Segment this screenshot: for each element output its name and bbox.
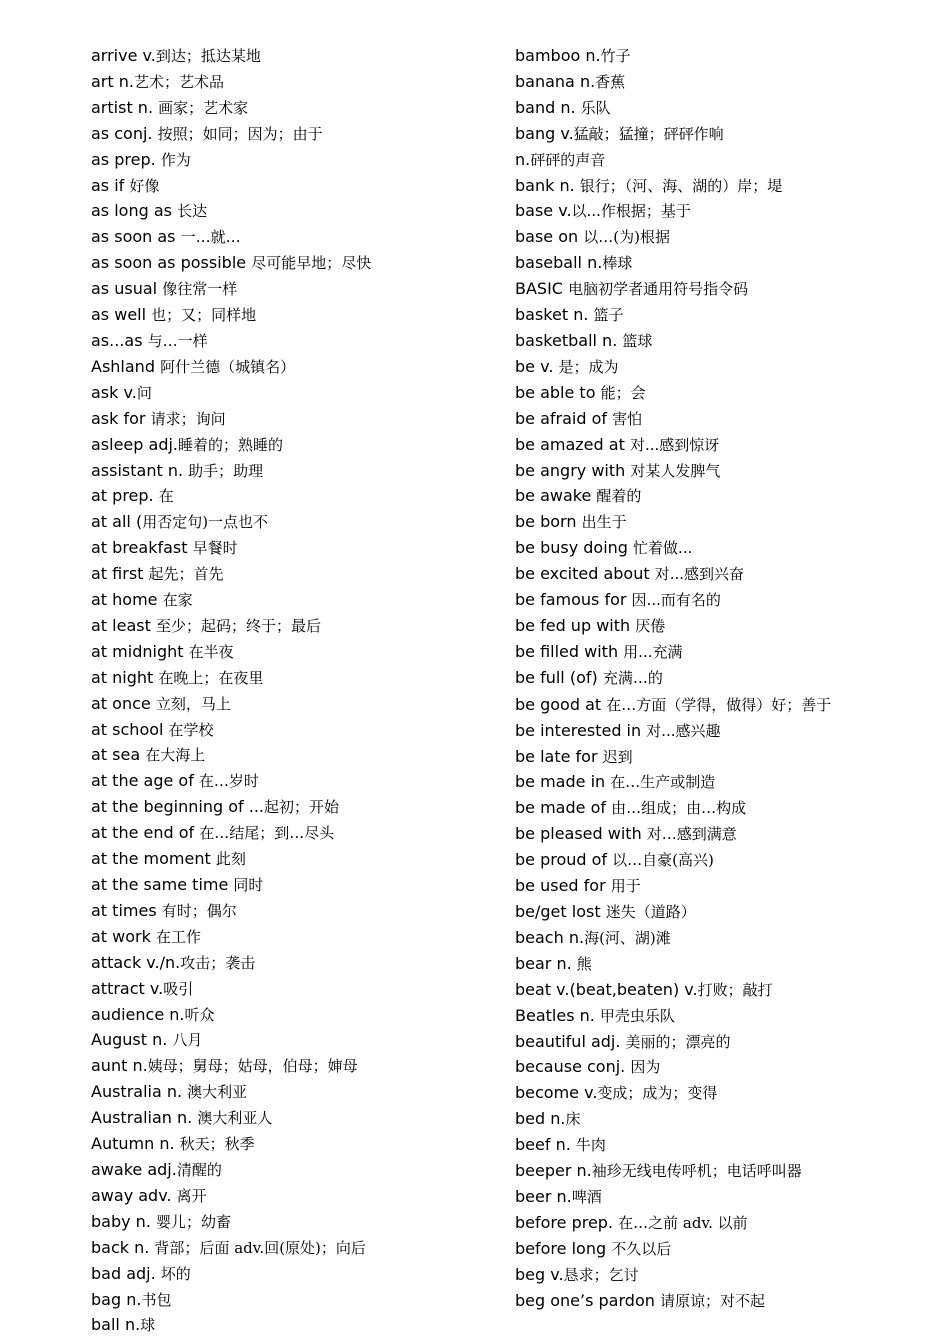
entry-definition: 甲壳虫乐队 (599, 1006, 675, 1025)
entry-definition: 助手；助理 (188, 461, 264, 480)
entry-definition: 在晚上；在夜里 (158, 668, 264, 687)
entry-term: ask v. (91, 382, 137, 402)
vocab-entry (91, 1158, 501, 1184)
entry-definition: 在半夜 (188, 642, 234, 661)
entry-definition: 牛肉 (575, 1136, 606, 1155)
vocab-entry (91, 795, 501, 821)
vocab-entry (91, 614, 501, 640)
entry-term: beer n. (515, 1186, 572, 1206)
vocab-entry (515, 1107, 845, 1133)
entry-term: be amazed at (515, 434, 630, 454)
entry-definition: 以...作根据；基于 (571, 202, 691, 221)
entry-term: basketball n. (515, 330, 623, 350)
vocab-entry (515, 1289, 845, 1315)
entry-definition: 能；会 (600, 383, 646, 402)
entry-definition: 出生于 (581, 513, 627, 532)
entry-definition: 澳大利亚 (187, 1083, 248, 1102)
entry-term: bear n. (515, 953, 577, 973)
vocab-entry (91, 381, 501, 407)
vocab-entry (515, 1081, 845, 1107)
entry-term: at breakfast (91, 538, 193, 558)
vocab-entry (515, 614, 845, 640)
vocab-entry (515, 1159, 845, 1185)
entry-term: at times (91, 900, 162, 920)
entry-definition: 乐队 (580, 98, 611, 117)
right-column (515, 44, 845, 1315)
entry-definition: 厌倦 (635, 616, 666, 635)
entry-term: be full (of) (515, 667, 603, 687)
entry-definition: 在…方面（学得，做得）好；善于 (606, 695, 832, 714)
vocab-entry (515, 96, 845, 122)
entry-term: bag n. (91, 1289, 142, 1309)
vocab-entry (91, 433, 501, 459)
vocab-entry (515, 822, 845, 848)
entry-definition: 起初；开始 (263, 798, 339, 817)
vocab-entry (91, 640, 501, 666)
entry-term: away adv. (91, 1185, 177, 1205)
entry-definition: 香蕉 (595, 72, 626, 91)
entry-definition: 在大海上 (145, 746, 206, 765)
vocab-entry (515, 251, 845, 277)
vocab-entry (515, 303, 845, 329)
vocab-entry (91, 329, 501, 355)
vocab-entry (515, 1133, 845, 1159)
entry-term: n. (515, 149, 531, 169)
entry-term: at first (91, 564, 149, 584)
entry-term: at the age of (91, 771, 199, 791)
vocab-entry (91, 459, 501, 485)
entry-term: be able to (515, 382, 601, 402)
vocab-entry (515, 329, 845, 355)
entry-definition: 吸引 (163, 979, 194, 998)
entry-term: at all ( (91, 512, 143, 532)
entry-term: Autumn n. (91, 1134, 180, 1154)
vocab-entry (515, 459, 845, 485)
entry-term: at home (91, 590, 163, 610)
entry-term: be famous for (515, 590, 632, 610)
entry-definition: 银行；（河、海、湖的）岸；堤 (579, 176, 783, 195)
entry-term: ask for (91, 408, 151, 428)
entry-term: be made in (515, 772, 611, 792)
entry-definition: 好像 (129, 176, 160, 195)
entry-term: basket n. (515, 305, 594, 325)
entry-definition: 篮球 (622, 331, 653, 350)
vocab-entry (91, 484, 501, 510)
entry-definition: 是；成为 (558, 357, 619, 376)
entry-definition: 对某人发脾气 (630, 461, 721, 480)
entry-term: back n. (91, 1237, 155, 1257)
entry-definition: 到达；抵达某地 (155, 47, 261, 65)
vocab-entry (515, 199, 845, 225)
vocab-entry (91, 122, 501, 148)
vocab-entry (515, 900, 845, 926)
entry-definition: 打败；敲打 (697, 980, 773, 999)
vocab-entry (515, 122, 845, 148)
entry-definition: 秋天；秋季 (179, 1135, 255, 1154)
vocab-entry (515, 510, 845, 536)
entry-term: baseball n. (515, 253, 603, 273)
entry-term: be/get lost (515, 902, 606, 921)
vocab-entry (91, 769, 501, 795)
entry-definition: 姨母；舅母；姑母，伯母；婶母 (147, 1057, 358, 1076)
vocab-entry (515, 381, 845, 407)
entry-term: base on (515, 227, 584, 247)
entry-term: be angry with (515, 460, 631, 480)
entry-term: be awake (515, 486, 597, 506)
entry-term: beg one’s pardon (515, 1290, 660, 1310)
vocab-entry (515, 719, 845, 745)
entry-term: be fed up with (515, 615, 636, 635)
entry-term: beeper n. (515, 1161, 592, 1181)
entry-term: before prep. (515, 1212, 619, 1232)
vocab-entry (515, 44, 845, 70)
vocab-entry (91, 44, 501, 70)
vocab-entry (515, 1237, 845, 1263)
vocab-entry (515, 433, 845, 459)
entry-definition: 因为 (630, 1058, 661, 1077)
entry-definition: 书包 (141, 1290, 172, 1309)
entry-definition: 尽可能早地；尽快 (251, 254, 372, 273)
left-column (91, 44, 501, 1339)
vocab-entry (91, 899, 501, 925)
entry-definition: 用于 (610, 877, 641, 896)
vocab-entry (91, 847, 501, 873)
entry-definition: 像往常一样 (162, 280, 238, 299)
entry-term: as soon as possible (91, 253, 252, 273)
entry-term: beat v.(beat,beaten) v. (515, 979, 698, 999)
entry-definition: 问 (136, 383, 152, 402)
entry-term: art n. (91, 71, 134, 91)
vocab-entry (91, 510, 501, 536)
entry-term: be late for (515, 746, 603, 766)
entry-definition: 睡着的；熟睡的 (178, 435, 284, 454)
entry-definition: 在…岁时 (198, 772, 259, 791)
entry-term: be used for (515, 876, 611, 896)
entry-definition: 清醒的 (176, 1160, 222, 1179)
entry-definition: 有时；偶尔 (161, 901, 237, 920)
entry-term: at midnight (91, 641, 189, 661)
entry-definition: 恳求；乞讨 (563, 1265, 639, 1284)
entry-definition: 因...而有名的 (631, 591, 721, 610)
entry-term: attract v. (91, 978, 164, 998)
entry-term: as usual (91, 279, 163, 299)
entry-definition: 艺术；艺术品 (133, 72, 224, 91)
entry-definition: 球 (140, 1316, 156, 1335)
vocab-entry (515, 148, 845, 174)
entry-definition: 同时 (233, 876, 264, 894)
entry-definition: 醒着的 (596, 487, 642, 506)
vocab-entry (91, 1106, 501, 1132)
entry-term: as...as (91, 330, 148, 350)
entry-term: ball n. (91, 1315, 141, 1335)
vocab-entry (515, 588, 845, 614)
entry-definition: 阿什兰德（城镇名） (160, 357, 296, 376)
entry-term: be pleased with (515, 824, 647, 844)
entry-term: audience n. (91, 1004, 185, 1024)
entry-term: asleep adj. (91, 434, 179, 454)
vocab-entry (515, 1211, 845, 1237)
entry-definition: 在…结尾；到…尽头 (199, 824, 335, 843)
entry-term: bank n. (515, 175, 580, 195)
vocab-entry (91, 743, 501, 769)
vocab-entry (91, 225, 501, 251)
vocab-entry (91, 1262, 501, 1288)
entry-definition: 袖珍无线电传呼机；电话呼叫器 (591, 1162, 802, 1181)
entry-term: bamboo n. (515, 46, 601, 65)
entry-term: at the moment (91, 849, 216, 869)
entry-definition: 在学校 (168, 720, 214, 739)
entry-term: at the end of (91, 823, 200, 843)
entry-definition: 迷失（道路） (605, 903, 696, 921)
entry-term: as well (91, 305, 152, 325)
entry-definition: 至少；起码；终于；最后 (155, 616, 321, 635)
entry-term: at the beginning of ... (91, 797, 264, 817)
entry-term: be proud of (515, 850, 613, 870)
entry-definition: 按照；如同；因为；由于 (157, 124, 323, 143)
entry-definition: 作为 (160, 150, 191, 169)
entry-definition: 海(河、湖)滩 (584, 928, 671, 947)
entry-term: be afraid of (515, 408, 613, 428)
vocab-entry (91, 718, 501, 744)
entry-definition: 也；又；同样地 (151, 306, 257, 325)
entry-definition: 床 (565, 1110, 581, 1129)
entry-term: as soon as (91, 227, 181, 247)
entry-definition: 以…(为)根据 (583, 228, 670, 247)
vocab-entry (91, 96, 501, 122)
entry-term: at once (91, 693, 156, 713)
vocab-entry (91, 692, 501, 718)
entry-term: attack v./n. (91, 952, 181, 972)
entry-term: bed n. (515, 1109, 566, 1129)
entry-definition: 对...感到惊讶 (629, 435, 720, 454)
entry-term: be good at (515, 694, 607, 714)
entry-definition: 八月 (172, 1031, 203, 1050)
vocab-entry (515, 640, 845, 666)
entry-definition: 熊 (576, 954, 592, 973)
vocab-entry (91, 821, 501, 847)
vocab-entry (515, 952, 845, 978)
vocab-entry (91, 199, 501, 225)
entry-term: Beatles n. (515, 1005, 600, 1025)
entry-term: band n. (515, 97, 581, 117)
vocab-entry (91, 666, 501, 692)
entry-definition: 忙着做... (633, 539, 693, 558)
entry-term: as if (91, 175, 130, 195)
vocab-entry (91, 70, 501, 96)
entry-definition: 在…生产或制造 (610, 773, 716, 792)
entry-term: at night (91, 667, 159, 687)
entry-definition: 起先；首先 (148, 565, 224, 584)
entry-term: at prep. (91, 486, 159, 506)
entry-term: Australia n. (91, 1082, 188, 1102)
entry-term: arrive v. (91, 46, 156, 65)
entry-definition: 不久以后 (611, 1239, 672, 1258)
entry-term: at work (91, 926, 156, 946)
entry-definition: 长达 (177, 202, 208, 221)
entry-definition: 请求；询问 (150, 409, 226, 428)
vocab-entry (91, 277, 501, 303)
entry-definition: 对...感兴趣 (646, 721, 721, 740)
vocab-entry (515, 277, 845, 303)
vocab-entry (91, 925, 501, 951)
entry-definition: 充满…的 (602, 668, 663, 687)
vocab-entry (515, 874, 845, 900)
entry-definition: 与…一样 (147, 331, 208, 350)
entry-term: at school (91, 719, 169, 739)
entry-term: BASIC (515, 279, 569, 299)
entry-definition: 早餐时 (192, 539, 238, 558)
entry-definition: 害怕 (612, 409, 643, 428)
entry-term: be born (515, 512, 582, 532)
vocab-entry (91, 148, 501, 174)
entry-term: as long as (91, 201, 178, 221)
entry-definition: 画家；艺术家 (158, 98, 249, 117)
vocab-entry (91, 1132, 501, 1158)
vocab-entry (515, 1030, 845, 1056)
vocab-entry (91, 1184, 501, 1210)
entry-definition: 篮子 (593, 306, 624, 325)
vocab-entry (515, 666, 845, 692)
entry-term: Australian n. (91, 1108, 198, 1128)
vocab-entry (91, 1003, 501, 1029)
entry-definition: 在工作 (155, 927, 201, 946)
entry-definition: 澳大利亚人 (197, 1109, 273, 1128)
entry-definition: 砰砰的声音 (530, 150, 606, 169)
vocab-entry (91, 873, 501, 899)
entry-term: at least (91, 615, 156, 635)
entry-term: assistant n. (91, 460, 189, 480)
vocab-entry (515, 848, 845, 874)
entry-definition: 听众 (184, 1005, 215, 1024)
vocab-entry (91, 951, 501, 977)
entry-definition: 由…组成；由…构成 (611, 799, 747, 818)
vocab-entry (515, 1055, 845, 1081)
entry-term: be filled with (515, 641, 624, 661)
entry-term: aunt n. (91, 1056, 148, 1076)
entry-definition: 立刻，马上 (155, 694, 231, 713)
entry-definition: 美丽的；漂亮的 (625, 1032, 731, 1051)
entry-term: awake adj. (91, 1159, 177, 1179)
entry-definition: 在…之前 adv. 以前 (618, 1213, 748, 1232)
vocab-entry (91, 1288, 501, 1314)
entry-term: August n. (91, 1030, 173, 1050)
entry-definition: 啤酒 (571, 1187, 602, 1206)
vocab-entry (91, 1028, 501, 1054)
entry-definition: 棒球 (602, 254, 633, 273)
entry-definition: 攻击；袭击 (180, 953, 256, 972)
vocab-entry (91, 1313, 501, 1339)
vocab-entry (515, 1185, 845, 1211)
entry-definition: 对...感到兴奋 (654, 565, 744, 584)
vocab-entry (91, 355, 501, 381)
entry-term: as conj. (91, 123, 158, 143)
entry-definition: 请原谅；对不起 (659, 1291, 765, 1310)
vocab-entry (515, 70, 845, 96)
vocab-entry (515, 562, 845, 588)
vocab-entry (515, 355, 845, 381)
entry-term: beautiful adj. (515, 1031, 626, 1051)
entry-definition: 一…就… (180, 228, 241, 247)
entry-definition: 坏的 (160, 1264, 191, 1283)
entry-term: be excited about (515, 564, 655, 584)
entry-term: beef n. (515, 1135, 576, 1155)
vocab-entry (91, 1080, 501, 1106)
vocab-entry (515, 484, 845, 510)
vocab-entry (91, 1054, 501, 1080)
entry-definition: 此刻 (215, 850, 246, 869)
entry-term: as prep. (91, 149, 161, 169)
vocab-entry (515, 745, 845, 771)
vocab-entry (515, 174, 845, 200)
vocab-entry (91, 303, 501, 329)
entry-term: bad adj. (91, 1263, 161, 1283)
vocab-entry (91, 977, 501, 1003)
vocab-entry (515, 225, 845, 251)
entry-definition: 离开 (176, 1186, 207, 1205)
entry-term: base v. (515, 201, 572, 221)
vocab-entry (515, 978, 845, 1004)
vocab-entry (515, 1263, 845, 1289)
vocab-entry (515, 926, 845, 952)
entry-definition: 竹子 (600, 47, 631, 65)
entry-term: before long (515, 1238, 612, 1258)
entry-definition: 用...充满 (623, 642, 683, 661)
entry-definition: 对…感到满意 (646, 825, 737, 844)
vocab-entry (91, 251, 501, 277)
entry-definition: 猛敲；猛撞；砰砰作响 (573, 124, 724, 143)
vocab-entry (91, 1236, 501, 1262)
vocab-entry (515, 796, 845, 822)
entry-term: Ashland (91, 356, 161, 376)
entry-term: bang v. (515, 123, 574, 143)
entry-definition: 婴儿；幼畜 (155, 1212, 231, 1231)
entry-term: become v. (515, 1083, 598, 1103)
vocab-entry (515, 770, 845, 796)
vocab-entry (91, 407, 501, 433)
entry-definition: 用否定句)一点也不 (142, 513, 269, 532)
entry-term: beg v. (515, 1264, 564, 1284)
entry-term: beach n. (515, 927, 585, 947)
entry-term: banana n. (515, 71, 596, 91)
entry-definition: 变成；成为；变得 (597, 1084, 718, 1103)
entry-definition: 迟到 (602, 747, 633, 766)
entry-definition: 在 (158, 487, 174, 506)
entry-term: artist n. (91, 97, 159, 117)
entry-term: at the same time (91, 875, 234, 894)
vocab-entry (91, 562, 501, 588)
entry-term: be made of (515, 798, 612, 818)
vocab-entry (91, 588, 501, 614)
entry-term: at sea (91, 745, 146, 765)
entry-definition: 以…自豪(高兴) (612, 851, 714, 870)
entry-term: be busy doing (515, 538, 634, 558)
entry-definition: 背部；后面 adv.回(原处)；向后 (154, 1238, 366, 1257)
entry-definition: 在家 (162, 591, 193, 610)
vocab-entry (91, 174, 501, 200)
vocab-entry (91, 1210, 501, 1236)
entry-definition: 电脑初学者通用符号指令码 (568, 280, 749, 299)
vocab-entry (515, 407, 845, 433)
entry-term: be v. (515, 356, 559, 376)
entry-term: be interested in (515, 720, 647, 740)
vocab-entry (91, 536, 501, 562)
vocab-entry (515, 1004, 845, 1030)
entry-term: because conj. (515, 1057, 631, 1077)
vocab-entry (515, 536, 845, 562)
vocab-entry (515, 692, 845, 719)
entry-term: baby n. (91, 1211, 156, 1231)
